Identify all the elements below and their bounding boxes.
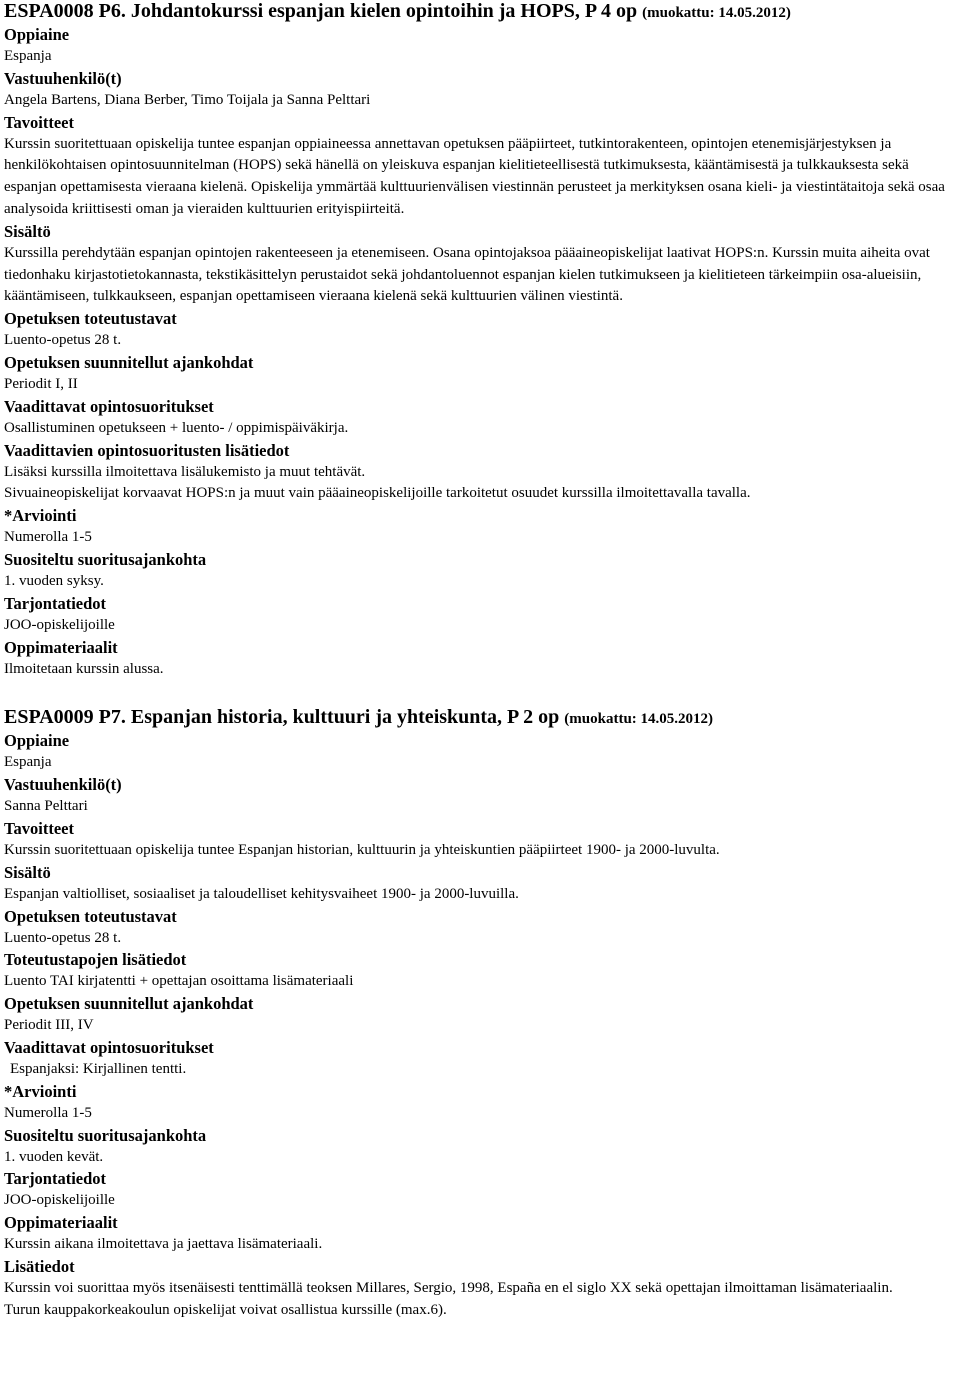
course-separator [4, 680, 956, 706]
section-heading: Suositeltu suoritusajankohta [4, 1125, 207, 1145]
section-text: Espanja [4, 48, 52, 64]
course-code-title: ESPA0009 P7. Espanjan historia, kulttuuri ja yhteiskunta, P 2 op [4, 706, 560, 729]
section-text: Sanna Pelttari [4, 798, 88, 815]
section-text: Espanjaksi: Kirjallinen tentti. [10, 1060, 187, 1077]
section-heading: Oppimateriaalit [4, 1213, 118, 1233]
section-heading: Vaadittavat opintosuoritukset [4, 396, 214, 416]
section-text: Kurssin suoritettuaan opiskelija tuntee espanjan oppiaineessa annettavan opetuksen pääpiirteet, tutkintorakenteen, opintojen etenemisjärjestyksen ja henkilökohtaisen opintosuunnitelman (HOPS) sekä hänellä on yleiskuva espanjan kielitieteellisestä tutkimuksesta, kääntämisestä ja tulkkauksesta sekä espanjan opettamisesta vieraana kielenä. Opiskelija ymmärtää kulttuurienvälisen viestinnän perusteet ja merkityksen osana kieli- ja viestintätaitoja sekä osaa analysoida kriittisesti oman ja vieraiden kulttuurien erityispiirteitä. [4, 135, 945, 217]
section-text: Kurssin voi suorittaa myös itsenäisesti tenttimällä teoksen Millares, Sergio, 1998, España en el siglo XX sekä opettajan ilmoittaman lisämateriaalin. [4, 1279, 893, 1296]
course-code-title: ESPA0008 P6. Johdantokurssi espanjan kielen opintoihin ja HOPS, P 4 op [4, 0, 638, 22]
course-modified-date: (muokattu: 14.05.2012) [564, 711, 714, 728]
section-text: 1. vuoden syksy. [4, 572, 104, 589]
section-text: Periodit III, IV [4, 1017, 94, 1034]
section-text: JOO-opiskelijoille [4, 616, 115, 633]
section-heading: Sisältö [4, 862, 51, 882]
section-heading: Suositeltu suoritusajankohta [4, 549, 207, 569]
section-text: Periodit I, II [4, 375, 78, 392]
section-heading: Sisältö [4, 221, 51, 241]
section-text: Numerolla 1-5 [4, 529, 92, 546]
section-heading: Opetuksen suunnitellut ajankohdat [4, 352, 254, 372]
section-text: Sivuaineopiskelijat korvaavat HOPS:n ja muut vain pääaineopiskelijoille tarkoitetut osuudet kurssilla ilmoitettavalla tavalla. [4, 485, 751, 502]
section-heading: Toteutustapojen lisätiedot [4, 950, 187, 970]
section-heading: Vastuuhenkilö(t) [4, 68, 122, 88]
section-text: Luento TAI kirjatentti + opettajan osoittama lisämateriaali [4, 973, 354, 990]
section-text: Turun kauppakorkeakoulun opiskelijat voivat osallistua kurssille (max.6). [4, 1301, 447, 1318]
section-text: Luento-opetus 28 t. [4, 929, 122, 946]
section-heading: Tavoitteet [4, 112, 74, 132]
course-block [4, 0, 956, 680]
section-text: 1. vuoden kevät. [4, 1148, 104, 1165]
section-text: Numerolla 1-5 [4, 1104, 92, 1121]
course-block [4, 680, 956, 1321]
section-text: Espanja [4, 754, 52, 771]
section-text: Kurssin suoritettuaan opiskelija tuntee Espanjan historian, kulttuurin ja yhteiskuntien pääpiirteet 1900- ja 2000-luvulta. [4, 841, 720, 858]
section-heading: *Arviointi [4, 506, 77, 526]
section-heading: Vaadittavat opintosuoritukset [4, 1037, 214, 1057]
section-text: Osallistuminen opetukseen + luento- / oppimispäiväkirja. [4, 419, 349, 436]
section-heading: Oppiaine [4, 731, 70, 751]
section-heading: Tarjontatiedot [4, 593, 107, 613]
section-text: Ilmoitetaan kurssin alussa. [4, 660, 164, 677]
course-title [4, 706, 956, 730]
course-modified-date: (muokattu: 14.05.2012) [642, 5, 791, 21]
section-text: JOO-opiskelijoille [4, 1192, 115, 1209]
section-text: Lisäksi kurssilla ilmoitettava lisälukemisto ja muut tehtävät. [4, 463, 366, 480]
section-heading: *Arviointi [4, 1081, 77, 1101]
section-heading: Vaadittavien opintosuoritusten lisätiedot [4, 440, 290, 460]
course-title [4, 0, 956, 24]
section-text: Luento-opetus 28 t. [4, 332, 122, 349]
section-heading: Opetuksen toteutustavat [4, 906, 177, 926]
section-text: Espanjan valtiolliset, sosiaaliset ja taloudelliset kehitysvaiheet 1900- ja 2000-luvuilla. [4, 885, 519, 902]
section-heading: Opetuksen toteutustavat [4, 309, 177, 329]
section-heading: Oppiaine [4, 25, 70, 44]
section-heading: Tarjontatiedot [4, 1169, 107, 1189]
section-text: Kurssin aikana ilmoitettava ja jaettava lisämateriaali. [4, 1236, 323, 1253]
section-heading: Lisätiedot [4, 1256, 75, 1276]
section-heading: Oppimateriaalit [4, 637, 118, 657]
course-list [4, 0, 956, 1322]
section-heading: Tavoitteet [4, 818, 74, 838]
section-text: Angela Bartens, Diana Berber, Timo Toijala ja Sanna Pelttari [4, 91, 371, 108]
section-heading: Opetuksen suunnitellut ajankohdat [4, 994, 254, 1014]
section-heading: Vastuuhenkilö(t) [4, 775, 122, 795]
section-text: Kurssilla perehdytään espanjan opintojen rakenteeseen ja etenemiseen. Osana opintojaksoa pääaineopiskelijat laativat HOPS:n. Kurssin muita aiheita ovat tiedonhaku kirjastotietokannasta, tekstikäsittelyn perustaidot sekä johdantoluennot espanjan kielen tutkimukseen ja kielitieteen tärkeimpiin osa-alueisiin, kääntämiseen, tulkkaukseen, espanjan opettamiseen vieraana kielenä sekä kulttuurien välinen viestintä. [4, 244, 930, 305]
